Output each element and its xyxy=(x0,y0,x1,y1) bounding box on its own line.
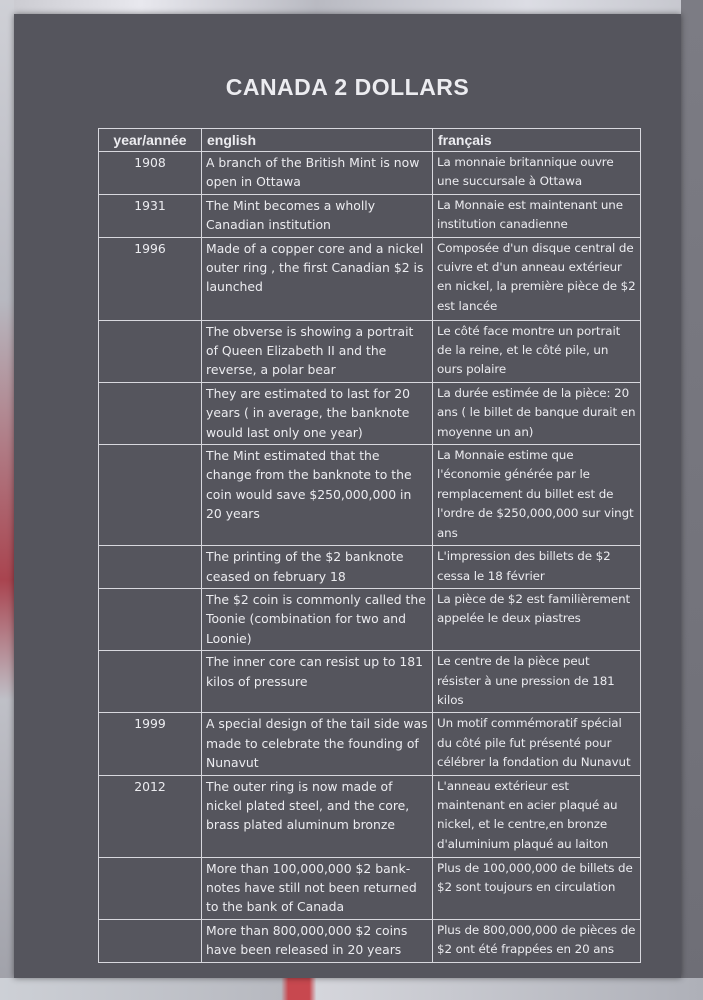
table-row xyxy=(99,445,641,546)
table-row xyxy=(99,546,641,589)
francais-cell: Plus de 800,000,000 de pièces de $2 ont été frappées en 20 ans xyxy=(433,919,641,962)
page-panel xyxy=(14,14,681,978)
english-cell: A special design of the tail side was made to celebrate the founding of Nunavut xyxy=(202,713,433,775)
table-row xyxy=(99,775,641,857)
background-photo-bottom xyxy=(0,978,703,1000)
english-cell: They are estimated to last for 20 years ( in average, the banknote would last only one year) xyxy=(202,382,433,444)
year-cell xyxy=(99,382,202,444)
francais-cell: L'impression des billets de $2 cessa le 18 février xyxy=(433,546,641,589)
table-row xyxy=(99,588,641,650)
english-cell: More than 800,000,000 $2 coins have been released in 20 years xyxy=(202,919,433,962)
year-cell xyxy=(99,546,202,589)
table-row xyxy=(99,194,641,237)
background-shadow-right xyxy=(681,0,703,1000)
francais-cell: La Monnaie estime que l'économie générée par le remplacement du billet est de l'ordre de $250,000,000 sur vingt ans xyxy=(433,445,641,546)
english-cell: Made of a copper core and a nickel outer ring , the first Canadian $2 is launched xyxy=(202,237,433,320)
english-cell: The $2 coin is commonly called the Toonie (combination for two and Loonie) xyxy=(202,588,433,650)
francais-cell: Composée d'un disque central de cuivre et d'un anneau extérieur en nickel, la première pièce de $2 est lancée xyxy=(433,237,641,320)
table-row xyxy=(99,237,641,320)
english-cell: A branch of the British Mint is now open in Ottawa xyxy=(202,152,433,195)
francais-cell: La monnaie britannique ouvre une succursale à Ottawa xyxy=(433,152,641,195)
francais-cell: Le côté face montre un portrait de la reine, et le côté pile, un ours polaire xyxy=(433,320,641,382)
table-row xyxy=(99,651,641,713)
year-cell xyxy=(99,651,202,713)
english-cell: More than 100,000,000 $2 bank-notes have still not been returned to the bank of Canada xyxy=(202,857,433,919)
english-cell: The printing of the $2 banknote ceased on february 18 xyxy=(202,546,433,589)
francais-cell: L'anneau extérieur est maintenant en acier plaqué au nickel, et le centre,en bronze d'aluminium plaqué au laiton xyxy=(433,775,641,857)
year-cell: 1999 xyxy=(99,713,202,775)
year-cell: 1931 xyxy=(99,194,202,237)
column-header-francais: français xyxy=(433,129,641,152)
table-row xyxy=(99,382,641,444)
year-cell: 2012 xyxy=(99,775,202,857)
english-cell: The Mint becomes a wholly Canadian institution xyxy=(202,194,433,237)
page-title: CANADA 2 DOLLARS xyxy=(225,74,470,100)
column-header-year: year/année xyxy=(99,129,202,152)
column-header-english: english xyxy=(202,129,433,152)
english-cell: The inner core can resist up to 181 kilos of pressure xyxy=(202,651,433,713)
francais-cell: Le centre de la pièce peut résister à une pression de 181 kilos xyxy=(433,651,641,713)
history-table xyxy=(98,128,641,963)
table-header-row xyxy=(99,129,641,152)
english-cell: The Mint estimated that the change from the banknote to the coin would save $250,000,000 in 20 years xyxy=(202,445,433,546)
francais-cell: La durée estimée de la pièce: 20 ans ( le billet de banque durait en moyenne un an) xyxy=(433,382,641,444)
francais-cell: Plus de 100,000,000 de billets de $2 sont toujours en circulation xyxy=(433,857,641,919)
english-cell: The outer ring is now made of nickel plated steel, and the core, brass plated aluminum bronze xyxy=(202,775,433,857)
table-row xyxy=(99,919,641,962)
english-cell: The obverse is showing a portrait of Queen Elizabeth II and the reverse, a polar bear xyxy=(202,320,433,382)
year-cell xyxy=(99,588,202,650)
year-cell xyxy=(99,320,202,382)
table-row xyxy=(99,713,641,775)
background-photo-left xyxy=(0,0,14,1000)
year-cell xyxy=(99,919,202,962)
year-cell: 1996 xyxy=(99,237,202,320)
francais-cell: Un motif commémoratif spécial du côté pile fut présenté pour célébrer la fondation du Nunavut xyxy=(433,713,641,775)
year-cell xyxy=(99,445,202,546)
table-row xyxy=(99,857,641,919)
francais-cell: La pièce de $2 est familièrement appelée le deux piastres xyxy=(433,588,641,650)
francais-cell: La Monnaie est maintenant une institution canadienne xyxy=(433,194,641,237)
year-cell xyxy=(99,857,202,919)
year-cell: 1908 xyxy=(99,152,202,195)
table-row xyxy=(99,320,641,382)
table-row xyxy=(99,152,641,195)
